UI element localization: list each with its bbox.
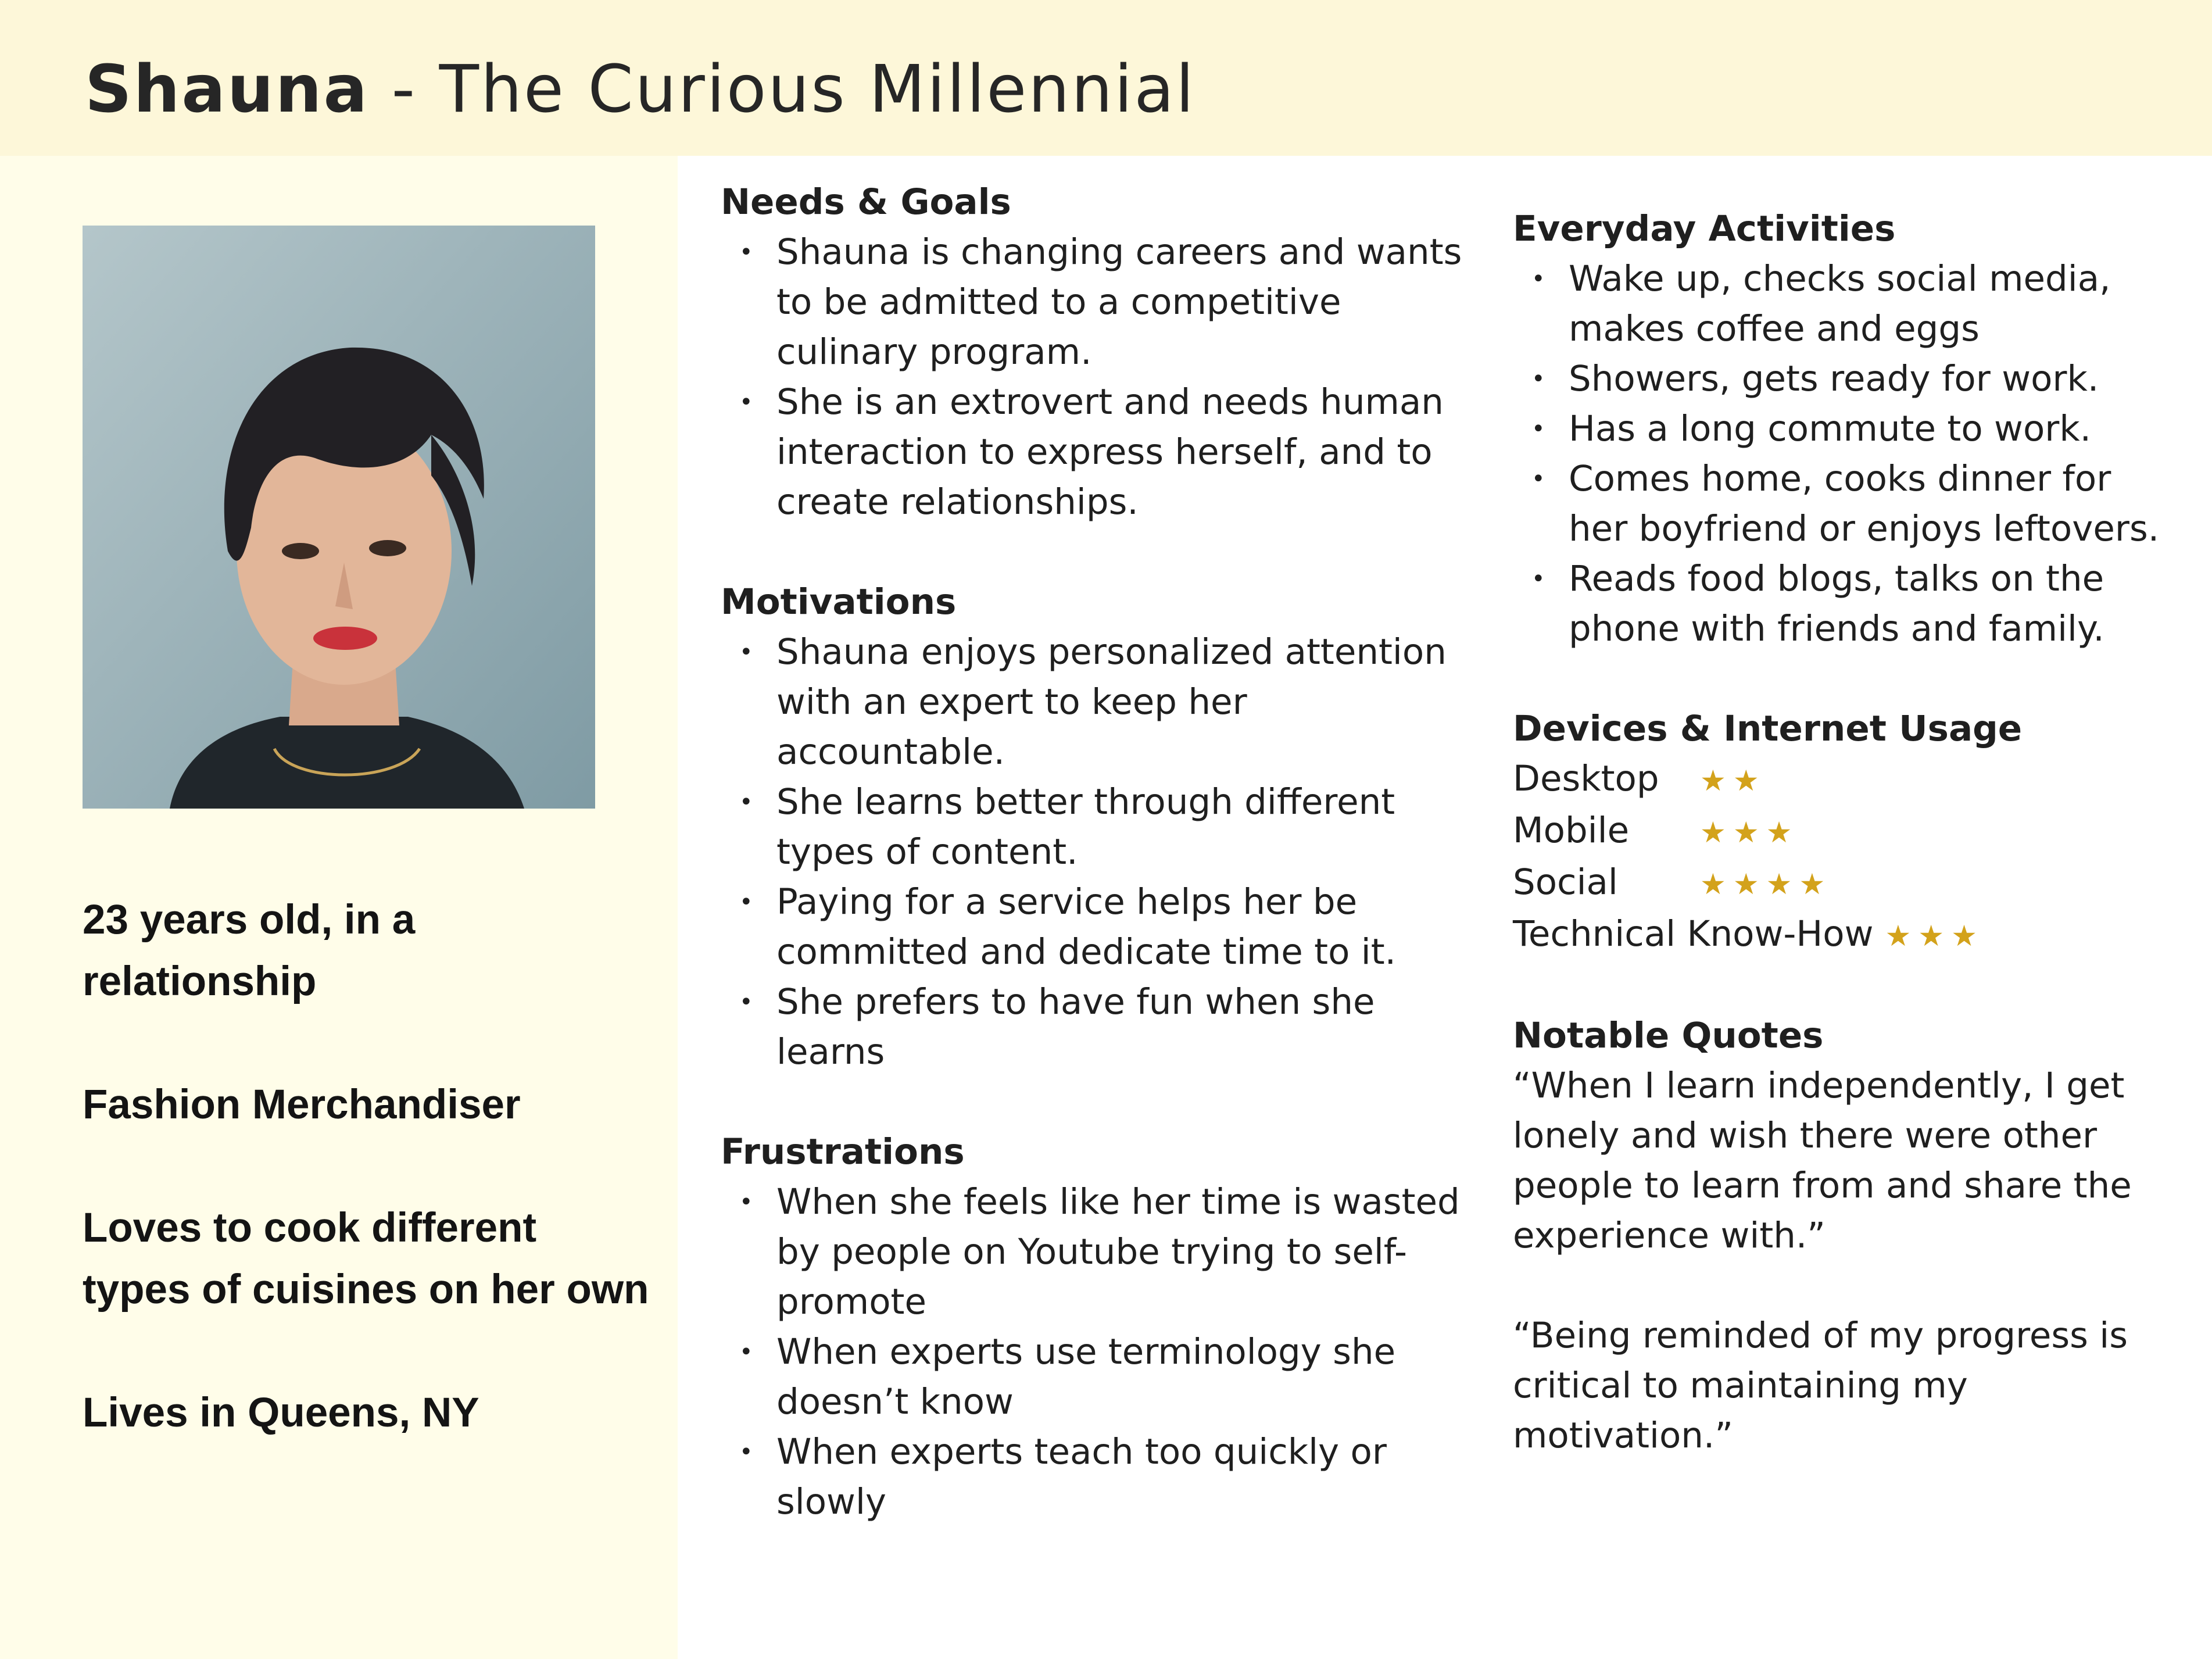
device-label: Mobile bbox=[1513, 810, 1630, 851]
list-item: • When experts use terminology she doesn’t know bbox=[721, 1327, 1476, 1427]
everyday-title: Everyday Activities bbox=[1513, 208, 1896, 249]
device-label: Social bbox=[1513, 861, 1618, 903]
header-bar bbox=[0, 0, 2212, 156]
frustrations-list bbox=[721, 1177, 1476, 1527]
motivations-title: Motivations bbox=[721, 581, 957, 623]
needs-goals-title: Needs & Goals bbox=[721, 181, 1011, 223]
device-row-social bbox=[1513, 857, 2170, 909]
list-item: • Reads food blogs, talks on the phone with friends and family. bbox=[1513, 554, 2170, 654]
profile-facts bbox=[83, 889, 652, 1506]
quote-1: “When I learn independently, I get lonely and wish there were other people to learn from and share the experience with.” bbox=[1513, 1065, 2132, 1256]
right-column bbox=[1513, 204, 2170, 1511]
motivations-list bbox=[721, 627, 1476, 1077]
needs-goals-list bbox=[721, 227, 1476, 527]
persona-subtitle: - The Curious Millennial bbox=[369, 52, 1196, 127]
portrait-illustration bbox=[83, 226, 595, 809]
persona-name: Shauna bbox=[85, 52, 370, 127]
middle-column bbox=[721, 177, 1476, 1577]
list-item: • Showers, gets ready for work. bbox=[1513, 354, 2170, 404]
star-rating-icon: ★★★★ bbox=[1700, 867, 1832, 901]
list-item: • Shauna is changing careers and wants to be admitted to a competitive culinary program. bbox=[721, 227, 1476, 377]
fact-hobby: Loves to cook different types of cuisines on her own bbox=[83, 1205, 649, 1313]
device-label: Technical Know-How bbox=[1513, 913, 1874, 954]
list-item: • She learns better through different types of content. bbox=[721, 777, 1476, 877]
persona-photo bbox=[83, 226, 595, 809]
list-item: • Shauna enjoys personalized attention with an expert to keep her accountable. bbox=[721, 627, 1476, 777]
list-item: • Wake up, checks social media, makes coffee and eggs bbox=[1513, 254, 2170, 354]
devices-list bbox=[1513, 754, 2170, 961]
list-item: • Comes home, cooks dinner for her boyfriend or enjoys leftovers. bbox=[1513, 454, 2170, 554]
star-rating-icon: ★★★ bbox=[1885, 919, 1984, 953]
list-item: • When experts teach too quickly or slowly bbox=[721, 1427, 1476, 1527]
fact-location: Lives in Queens, NY bbox=[83, 1390, 479, 1436]
list-item: • When she feels like her time is wasted by people on Youtube trying to self-promote bbox=[721, 1177, 1476, 1327]
list-item: • Has a long commute to work. bbox=[1513, 404, 2170, 454]
device-row-technical bbox=[1513, 909, 2170, 961]
device-row-desktop bbox=[1513, 754, 2170, 806]
page-title bbox=[85, 49, 1196, 130]
star-rating-icon: ★★★ bbox=[1700, 816, 1799, 849]
list-item: • Paying for a service helps her be committed and dedicate time to it. bbox=[721, 877, 1476, 977]
list-item: • She is an extrovert and needs human interaction to express herself, and to create relationships. bbox=[721, 377, 1476, 527]
devices-title: Devices & Internet Usage bbox=[1513, 708, 2023, 749]
list-item: • She prefers to have fun when she learns bbox=[721, 977, 1476, 1077]
fact-occupation: Fashion Merchandiser bbox=[83, 1082, 521, 1128]
quote-2: “Being reminded of my progress is critical to maintaining my motivation.” bbox=[1513, 1315, 2128, 1456]
everyday-list bbox=[1513, 254, 2170, 654]
star-rating-icon: ★★ bbox=[1700, 764, 1766, 798]
frustrations-title: Frustrations bbox=[721, 1131, 965, 1172]
quotes-title: Notable Quotes bbox=[1513, 1015, 1824, 1056]
device-row-mobile bbox=[1513, 806, 2170, 857]
device-label: Desktop bbox=[1513, 758, 1659, 799]
fact-age: 23 years old, in a relationship bbox=[83, 897, 416, 1004]
